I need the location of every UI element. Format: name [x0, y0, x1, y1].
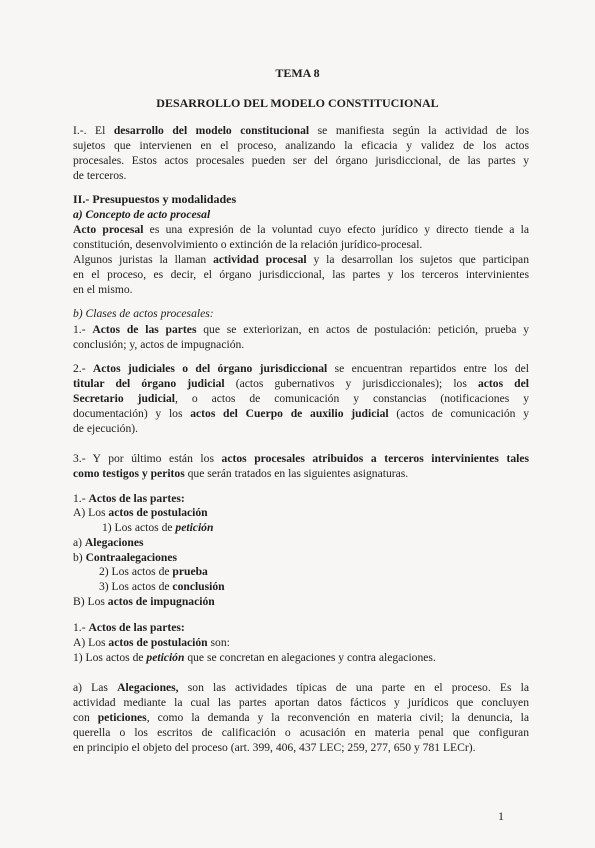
sec1-line-4: de terceros.	[73, 169, 127, 182]
sec2-p-line-2: constitución, desenvolvimiento o extinción de la relación jurídico-procesal.	[73, 238, 423, 251]
sec2-sub-b: b) Clases de actos procesales:	[73, 307, 214, 320]
clase-2-line-4: documentación) y los actos del Cuerpo de auxilio judicial (actos de comunicación y	[73, 407, 529, 420]
sec2-p-line-1: Acto procesal es una expresión de la voluntad cuyo efecto jurídico y directo tiende a la	[73, 223, 530, 236]
alegaciones-line-2: actividad mediante la cual las partes aportan datos fácticos y jurídicos que concluyen	[73, 696, 529, 709]
sec2-heading: II.- Presupuestos y modalidades	[73, 192, 237, 206]
sec2-p-line-3: Algunos juristas la llaman actividad procesal y la desarrollan los sujetos que participan	[73, 253, 529, 266]
clase-2-line-2: titular del órgano judicial (actos gubernativos y jurisdiccionales); los actos del	[73, 377, 529, 390]
clase-3-line-1: 3.- Y por último están los actos procesales atribuidos a terceros intervinientes tales	[73, 452, 530, 465]
clase-2-line-1: 2.- Actos judiciales o del órgano jurisdiccional se encuentran repartidos entre los del	[73, 362, 529, 375]
outline-item-conclusion: 3) Los actos de conclusión	[99, 580, 225, 593]
outline-item-B: B) Los actos de impugnación	[73, 595, 215, 608]
outline-item-prueba: 2) Los actos de prueba	[99, 565, 208, 578]
sec2-p-line-5: en el mismo.	[73, 283, 133, 296]
tema-title: TEMA 8	[275, 66, 320, 80]
sec2-sub-a: a) Concepto de acto procesal	[73, 208, 211, 221]
alegaciones-line-1: a) Las Alegaciones, son las actividades típicas de una parte en el proceso. Es la	[73, 681, 529, 694]
clase-2-line-3: Secretario judicial, o actos de comunicación y constancias (notificaciones y	[73, 392, 529, 405]
outline-item-contraalegaciones: b) Contraalegaciones	[73, 551, 178, 564]
clase-2-line-5: de ejecución).	[73, 422, 139, 435]
alegaciones-line-4: querella o los escritos de calificación o acusación en materia penal que configuran	[73, 726, 529, 739]
outline-item-peticion: 1) Los actos de petición	[102, 521, 214, 534]
clase-3-line-2: como testigos y peritos que serán tratados en las siguientes asignaturas.	[73, 467, 409, 480]
alegaciones-line-3: con peticiones, como la demanda y la reconvención en materia civil; la denuncia, la	[73, 711, 529, 724]
sec1-line-1: I.-. El desarrollo del modelo constitucional se manifiesta según la actividad de los	[73, 124, 529, 137]
main-heading: DESARROLLO DEL MODELO CONSTITUCIONAL	[156, 96, 439, 110]
sec1-line-3: procesales. Estos actos procesales pueden ser del órgano jurisdiccional, de las partes y	[73, 154, 529, 167]
clase-1-line-2: conclusión; y, actos de impugnación.	[73, 338, 245, 351]
sec3-peticion: 1) Los actos de petición que se concretan en alegaciones y contra alegaciones.	[73, 651, 436, 664]
alegaciones-line-5: en principio el objeto del proceso (art. 399, 406, 437 LEC; 259, 277, 650 y 781 LECr).	[73, 741, 476, 754]
sec3-heading: 1.- Actos de las partes:	[73, 621, 185, 634]
outline-item-1: 1.- Actos de las partes:	[73, 492, 185, 505]
clase-1-line-1: 1.- Actos de las partes que se exteriorizan, en actos de postulación: petición, prueba y	[73, 323, 529, 336]
page-number: 1	[498, 809, 504, 823]
sec3-postulacion: A) Los actos de postulación son:	[73, 636, 230, 649]
sec1-line-2: sujetos que intervienen en el proceso, analizando la eficacia y validez de los actos	[73, 139, 529, 152]
outline-item-alegaciones: a) Alegaciones	[73, 536, 144, 549]
outline-item-A: A) Los actos de postulación	[73, 506, 208, 519]
sec2-p-line-4: en el proceso, es decir, el órgano jurisdiccional, las partes y los terceros intervinientes	[73, 268, 529, 281]
